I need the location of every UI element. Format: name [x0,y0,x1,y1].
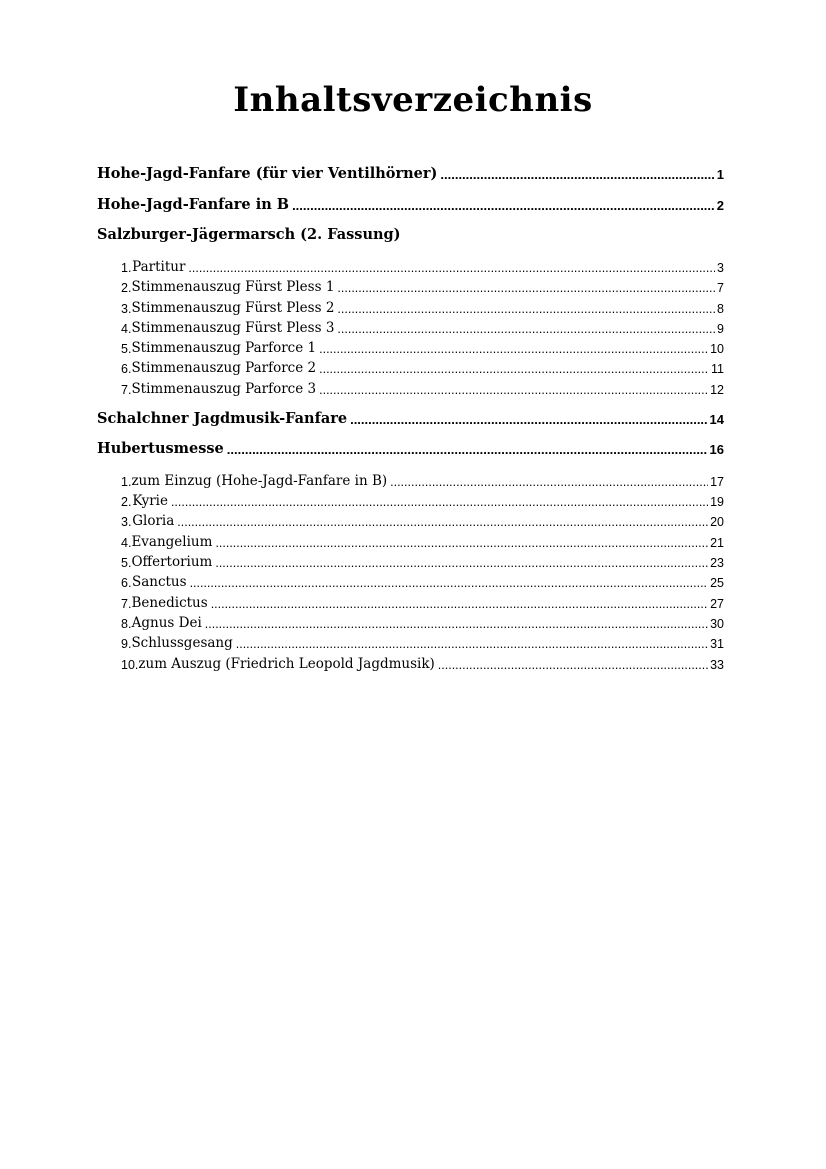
dot-leader [337,281,715,295]
toc-subentry-label: Partitur [132,259,186,275]
toc-entry-page: 14 [709,412,724,427]
toc-entry-label: Salzburger-Jägermarsch (2. Fassung) [97,226,401,243]
toc-subentry-label: Stimmenauszug Fürst Pless 3 [131,320,335,336]
toc-subentry[interactable] [121,650,724,672]
dot-leader [292,198,715,213]
toc-entry[interactable] [97,435,724,457]
toc-section-heading[interactable] [97,221,724,243]
toc-subentry-page: 33 [710,658,724,672]
toc-entry-label: Hubertusmesse [97,440,224,457]
dot-leader [319,383,708,397]
toc-subentry-number: 1. [121,475,132,489]
toc-subentry-page: 20 [710,515,724,529]
toc-subentry-number: 4. [121,322,132,336]
toc-subentry[interactable] [121,528,724,550]
toc-subentry[interactable] [121,548,724,570]
toc-subentry[interactable] [121,487,724,509]
toc-subentry-page: 30 [710,617,724,631]
dot-leader [227,442,708,457]
toc-subentry-page: 19 [710,495,724,509]
dot-leader [190,576,709,590]
toc-subentry[interactable] [121,467,724,489]
toc-subentry-label: Sanctus [131,574,187,590]
toc-subentry-number: 1. [121,261,132,275]
toc-subentry[interactable] [121,334,724,356]
toc-entry-page: 16 [709,442,724,457]
toc-subentry-number: 5. [121,342,132,356]
toc-subentry[interactable] [121,589,724,611]
toc-subentry-page: 27 [710,597,724,611]
toc-subentry[interactable] [121,253,724,275]
toc-subentry[interactable] [121,568,724,590]
toc-entry-page: 2 [716,198,724,213]
toc-subentry-page: 9 [717,322,724,336]
toc-subentry-label: Stimmenauszug Parforce 3 [131,381,317,397]
page-title: Inhaltsverzeichnis [233,80,593,120]
toc-subentry-label: Agnus Dei [131,615,202,631]
toc-subentry-number: 6. [121,362,132,376]
toc-subentry-page: 3 [717,261,724,275]
toc-subentry-label: Gloria [132,513,175,529]
toc-subentry-label: Stimmenauszug Parforce 2 [131,360,317,376]
dot-leader [236,637,708,651]
toc-subentry-label: Stimmenauszug Fürst Pless 1 [131,279,335,295]
toc-subentry-number: 7. [121,383,132,397]
toc-entry-label: Schalchner Jagdmusik-Fanfare [97,410,348,427]
toc-subentry-number: 3. [121,302,132,316]
toc-subentry-number: 4. [121,536,132,550]
toc-subentry[interactable] [121,609,724,631]
toc-subentry-label: Evangelium [131,534,213,550]
toc-entry-label: Hohe-Jagd-Fanfare in B [97,196,290,213]
dot-leader [350,412,707,427]
toc-subentry-page: 7 [717,281,724,295]
toc-subentry-number: 2. [121,281,132,295]
toc-subentry-number: 3. [121,515,132,529]
toc-subentry-page: 17 [710,475,724,489]
toc-subentry-page: 8 [717,302,724,316]
toc-subentry-page: 31 [710,637,724,651]
toc-subentry[interactable] [121,294,724,316]
toc-subentry-label: zum Einzug (Hohe-Jagd-Fanfare in B) [131,473,388,489]
toc-entry-label: Hohe-Jagd-Fanfare (für vier Ventilhörner) [97,165,438,182]
toc-subentry-page: 11 [711,362,724,376]
toc-subentry-label: Offertorium [131,554,213,570]
toc-subentry[interactable] [121,314,724,336]
toc-subentry-number: 6. [121,576,132,590]
toc-subentry-label: Stimmenauszug Parforce 1 [131,340,317,356]
toc-subentry-number: 2. [121,495,132,509]
toc-subentry-page: 21 [710,536,724,550]
toc-subentry-number: 8. [121,617,132,631]
toc-subentry[interactable] [121,273,724,295]
toc-subentry-label: Benedictus [131,595,208,611]
toc-subentry-page: 10 [710,342,724,356]
toc-subentry-page: 25 [710,576,724,590]
toc-subentry-label: zum Auszug (Friedrich Leopold Jagdmusik) [138,656,435,672]
toc-subentry-label: Schlussgesang [131,635,233,651]
toc-subentry[interactable] [121,375,724,397]
toc-subentry-number: 5. [121,556,132,570]
toc-entry[interactable] [97,405,724,427]
toc-subentry-number: 10. [121,658,139,672]
toc-subentry-page: 12 [710,383,724,397]
toc-subentry[interactable] [121,507,724,529]
dot-leader [440,167,714,182]
toc-subentry-label: Kyrie [132,493,168,509]
toc-entry-page: 1 [716,167,724,182]
toc-subentry-page: 23 [710,556,724,570]
dot-leader [319,362,709,376]
toc-subentry[interactable] [121,629,724,651]
toc-entry[interactable] [97,160,724,182]
dot-leader [438,658,708,672]
dot-leader [177,515,708,529]
toc-subentry-number: 9. [121,637,132,651]
toc-entry[interactable] [97,191,724,213]
toc-subentry-label: Stimmenauszug Fürst Pless 2 [131,300,335,316]
toc-subentry-number: 7. [121,597,132,611]
toc-subentry[interactable] [121,354,724,376]
